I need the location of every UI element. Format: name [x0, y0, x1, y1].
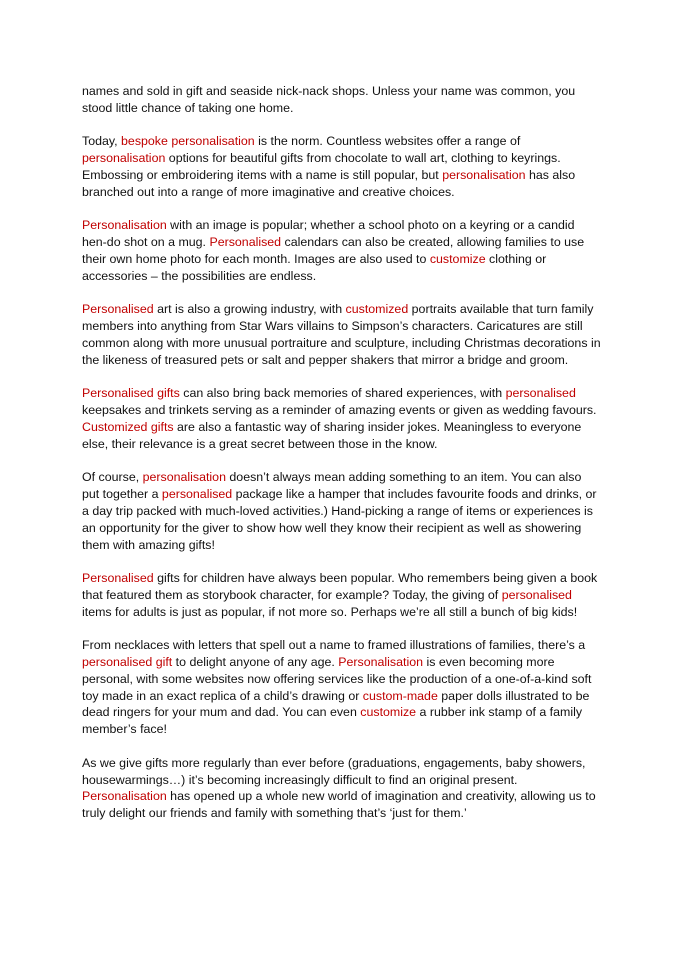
- paragraph-text: As we give gifts more regularly than ever before (graduations, engagements, baby showers, housewarmings…) it’s becoming increasingly difficult to find an original present.: [82, 755, 586, 787]
- paragraph: [82, 469, 602, 553]
- paragraph-text: has also branched out into a range of more imaginative and creative choices.: [82, 167, 576, 199]
- highlighted-keyword: customized: [345, 302, 409, 317]
- paragraph-text: names and sold in gift and seaside nick-nack shops. Unless your name was common, you stood little chance of taking one home.: [82, 84, 576, 115]
- paragraph: [82, 570, 602, 620]
- paragraph-text: package like a hamper that includes favourite foods and drinks, or a day trip packed with much-loved activities.) Hand-picking a range of items or experiences is an opportunity for the giver to show how well they know their recipient as well as showering them with amazing gifts!: [82, 487, 597, 552]
- paragraph-text: are also a fantastic way of sharing insider jokes. Meaningless to everyone else, their relevance is a great secret between those in the know.: [82, 419, 582, 451]
- paragraph-text: calendars can also be created, allowing families to use their own home photo for each month. Images are also used to: [82, 235, 585, 266]
- highlighted-keyword: Personalisation: [82, 789, 167, 804]
- paragraph-text: with an image is popular; whether a school photo on a keyring or a candid hen-do shot on a mug.: [82, 218, 575, 250]
- paragraph-text: has opened up a whole new world of imagination and creativity, allowing us to truly delight our friends and family with something that’s ‘just for them.’: [82, 789, 596, 821]
- paragraph-text: to delight anyone of any age.: [172, 655, 339, 670]
- highlighted-keyword: Personalisation: [82, 218, 167, 233]
- highlighted-keyword: Personalised: [82, 302, 154, 317]
- paragraph-text: items for adults is just as popular, if not more so. Perhaps we’re all still a bunch of big kids!: [82, 604, 578, 619]
- paragraph: [82, 755, 602, 822]
- highlighted-keyword: customize: [429, 251, 486, 266]
- paragraph-text: portraits available that turn family members into anything from Star Wars villains to Simpson’s characters. Caricatures are still common along with more unusual portraiture and sculpture, including Christmas decorations in the likeness of treasured pets or salt and pepper shakers that mirror a bridge and groom.: [82, 302, 601, 367]
- highlighted-keyword: Personalisation: [338, 655, 423, 670]
- paragraph-text: doesn’t always mean adding something to an item. You can also put together a: [82, 470, 582, 502]
- paragraph-text: can also bring back memories of shared experiences, with: [179, 386, 506, 401]
- paragraph-text: clothing or accessories – the possibilities are endless.: [82, 251, 547, 283]
- highlighted-keyword: customize: [360, 705, 417, 720]
- highlighted-keyword: Personalised: [209, 235, 282, 250]
- paragraph: [82, 133, 602, 200]
- paragraph-text: a rubber ink stamp of a family member’s face!: [82, 705, 583, 737]
- highlighted-keyword: personalised: [501, 587, 572, 602]
- paragraph-text: keepsakes and trinkets serving as a reminder of amazing events or given as wedding favours.: [82, 403, 597, 418]
- highlighted-keyword: bespoke personalisation: [121, 134, 255, 149]
- paragraph: [82, 637, 602, 738]
- highlighted-keyword: personalisation: [82, 151, 166, 166]
- highlighted-keyword: personalised gift: [82, 655, 173, 670]
- paragraph: [82, 83, 602, 117]
- paragraph-text: From necklaces with letters that spell out a name to framed illustrations of families, there’s a: [82, 638, 586, 653]
- highlighted-keyword: Personalised gifts: [82, 386, 180, 401]
- highlighted-keyword: personalised: [161, 487, 233, 502]
- highlighted-keyword: custom-made: [362, 688, 438, 703]
- highlighted-keyword: Customized gifts: [82, 419, 174, 434]
- paragraph-text: Of course,: [82, 470, 143, 485]
- highlighted-keyword: personalised: [505, 386, 576, 401]
- paragraph: [82, 301, 602, 368]
- highlighted-keyword: personalisation: [142, 470, 226, 485]
- paragraph-text: paper dolls illustrated to be dead ringers for your mum and dad. You can even: [82, 688, 590, 720]
- paragraph-text: is even becoming more personal, with some websites now offering services like the production of a one-of-a-kind soft toy made in an exact replica of a child’s drawing or: [82, 655, 592, 703]
- highlighted-keyword: Personalised: [82, 571, 154, 586]
- paragraph-text: Today,: [82, 134, 122, 149]
- paragraph: [82, 385, 602, 452]
- highlighted-keyword: personalisation: [442, 167, 526, 182]
- paragraph-text: options for beautiful gifts from chocolate to wall art, clothing to keyrings. Embossing or embroidering items with a name is still popular, but: [82, 151, 561, 182]
- document-body: [82, 83, 602, 839]
- paragraph-text: gifts for children have always been popular. Who remembers being given a book that featured them as storybook character, for example? Today, the giving of: [82, 571, 598, 602]
- paragraph-text: is the norm. Countless websites offer a range of: [254, 134, 521, 149]
- paragraph-text: art is also a growing industry, with: [153, 302, 346, 317]
- paragraph: [82, 217, 602, 284]
